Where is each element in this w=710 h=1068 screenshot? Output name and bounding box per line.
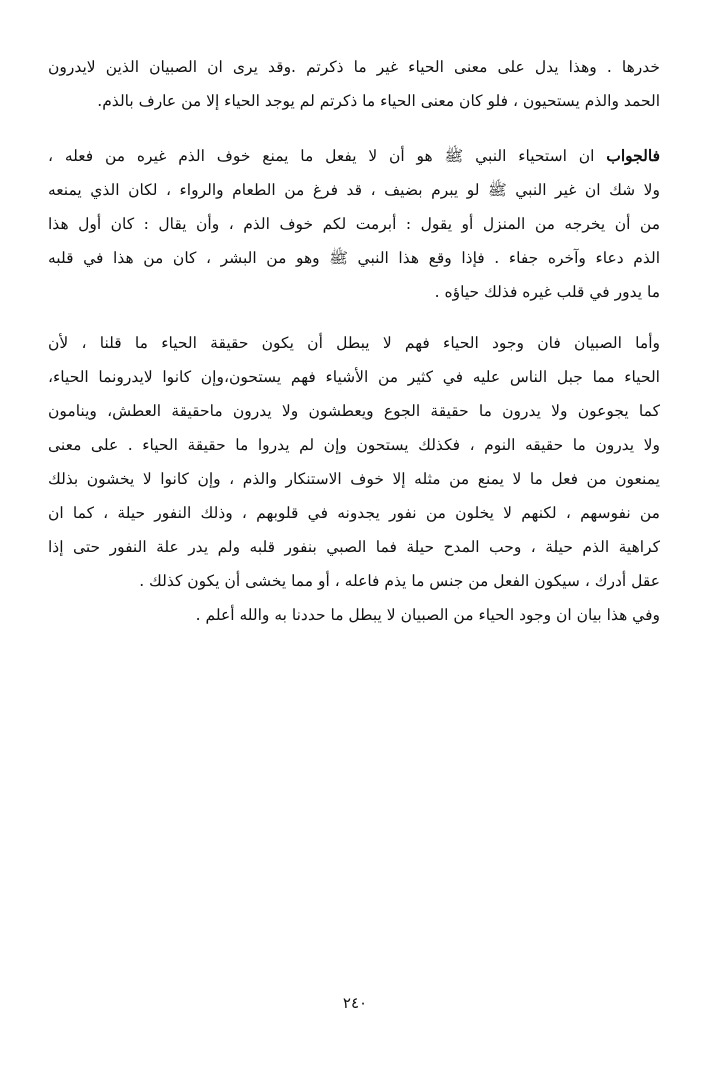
text-line: خدرها . وهذا يدل على معنى الحياء غير ما ذكرتم .وقد يرى ان الصبيان الذين لايدرون [48,58,660,76]
paragraph-2 [48,139,660,309]
text-line: الذم دعاء وآخره جفاء . فإذا وقع هذا النبي ﷺ وهو من البشر ، كان من هذا في قلبه [48,249,660,267]
text-line: كراهية الذم حيلة ، وحب المدح حيلة فما الصبي بنفور قلبه ولم يدر علة النفور حتى إذا [48,538,660,556]
text-line: ما يدور في قلب غيره فذلك حياؤه . [434,283,660,301]
text-line: ولا يدرون ما حقيقه النوم ، فكذلك يستحون وإن لم يدروا ما حقيقة الحياء . على معنى [48,436,660,454]
text-line: من أن يخرجه من المنزل أو يقول : أبرمت لكم خوف الذم ، وأن يقال : كان أول هذا [48,215,660,233]
text-line: وفي هذا بيان ان وجود الحياء من الصبيان لا يبطل ما حددنا به والله أعلم . [195,606,660,624]
text-line: وأما الصبيان فان وجود الحياء فهم لا يبطل أن يكون حقيقة الحياء ما قلنا ، لأن [48,334,660,352]
text-line: عقل أدرك ، سيكون الفعل من جنس ما يذم فاعله ، أو مما يخشى أن يكون كذلك . [139,572,660,590]
paragraph-3 [48,326,660,632]
text-line [48,139,660,173]
text-line: ولا شك ان غير النبي ﷺ لو يبرم بضيف ، قد فرغ من الطعام والرواء ، لكان الذي يمنعه [48,181,660,199]
text-line: الحياء مما جبل الناس عليه في كثير من الأشياء فهم يستحون،وإن كانوا لايدرونما الحياء، [48,368,660,386]
text-line: من نفوسهم ، لكنهم لا يخلون من نفور يجدونه في قلوبهم ، وذلك النفور حيلة ، كما ان [48,504,660,522]
paragraph-1 [48,50,660,118]
text-line: الحمد والذم يستحيون ، فلو كان معنى الحياء ما ذكرتم لم يوجد الحياء إلا من عارف بالذم. [97,92,660,110]
page-number: ٢٤٠ [342,994,368,1012]
text-line-rest: ان استحياء النبي ﷺ هو أن لا يفعل ما يمنع خوف الذم غيره من فعله ، [48,147,607,165]
answer-lead-word: فالجواب [606,146,660,165]
text-line: يمنعون من فعل ما لا يمنع من مثله إلا خوف الاستنكار والذم ، وإن كانوا لا يخشون بذلك [48,470,660,488]
text-line: كما يجوعون ولا يدرون ما حقيقة الجوع ويعطشون ولا يدرون ماحقيقة العطش، وينامون [48,402,660,420]
